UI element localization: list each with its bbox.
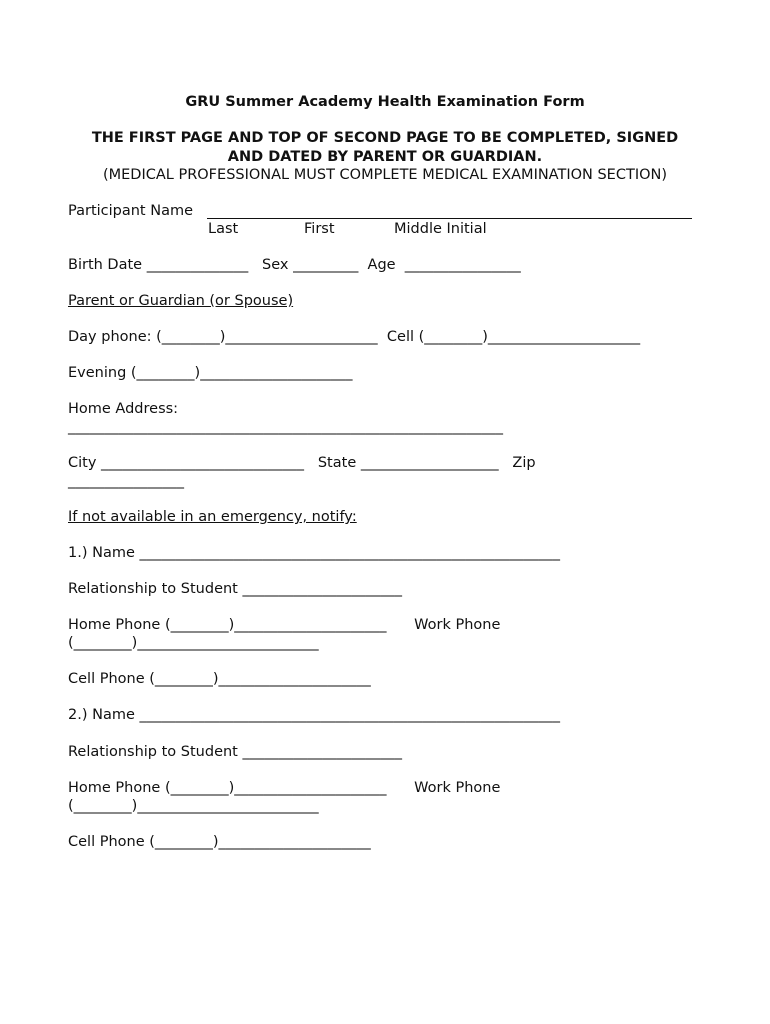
- contact2-name-line[interactable]: 2.) Name __________________________________________________________: [68, 707, 560, 723]
- guardian-evening-phone-line[interactable]: Evening (________)_____________________: [68, 365, 353, 381]
- city-state-zip-line[interactable]: City ____________________________ State ___________________ Zip: [68, 455, 536, 471]
- contact1-home-phone-line[interactable]: Home Phone (________)_____________________ Work Phone: [68, 617, 501, 633]
- guardian-heading: Parent or Guardian (or Spouse): [68, 293, 294, 309]
- home-address-field[interactable]: ____________________________________________________________: [68, 419, 503, 435]
- participant-name-label: Participant Name: [68, 203, 194, 219]
- contact2-relationship-line[interactable]: Relationship to Student ______________________: [68, 744, 402, 760]
- contact1-cell-phone-line[interactable]: Cell Phone (________)_____________________: [68, 671, 371, 687]
- instructions-line-3: (MEDICAL PROFESSIONAL MUST COMPLETE MEDICAL EXAMINATION SECTION): [102, 167, 668, 183]
- participant-first-sublabel: First: [304, 221, 335, 237]
- contact2-home-phone-line[interactable]: Home Phone (________)_____________________ Work Phone: [68, 780, 501, 796]
- instructions-line-2: AND DATED BY PARENT OR GUARDIAN.: [227, 149, 543, 165]
- contact2-work-phone-line[interactable]: (________)_________________________: [68, 798, 319, 814]
- contact1-name-line[interactable]: 1.) Name __________________________________________________________: [68, 545, 560, 561]
- participant-middle-initial-sublabel: Middle Initial: [394, 221, 487, 237]
- guardian-day-cell-phone-line[interactable]: Day phone: (________)_____________________ Cell (________)_____________________: [68, 329, 641, 345]
- contact2-cell-phone-line[interactable]: Cell Phone (________)_____________________: [68, 834, 371, 850]
- contact1-work-phone-line[interactable]: (________)_________________________: [68, 635, 319, 651]
- emergency-heading: If not available in an emergency, notify:: [68, 509, 357, 525]
- birth-sex-age-line[interactable]: Birth Date ______________ Sex _________ Age ________________: [68, 257, 521, 273]
- zip-field[interactable]: ________________: [68, 473, 184, 489]
- participant-name-field[interactable]: [207, 218, 692, 219]
- participant-last-sublabel: Last: [208, 221, 239, 237]
- home-address-label: Home Address:: [68, 401, 179, 417]
- instructions-line-1: THE FIRST PAGE AND TOP OF SECOND PAGE TO BE COMPLETED, SIGNED: [91, 130, 679, 146]
- contact1-relationship-line[interactable]: Relationship to Student ______________________: [68, 581, 402, 597]
- form-title: GRU Summer Academy Health Examination Form: [185, 94, 585, 110]
